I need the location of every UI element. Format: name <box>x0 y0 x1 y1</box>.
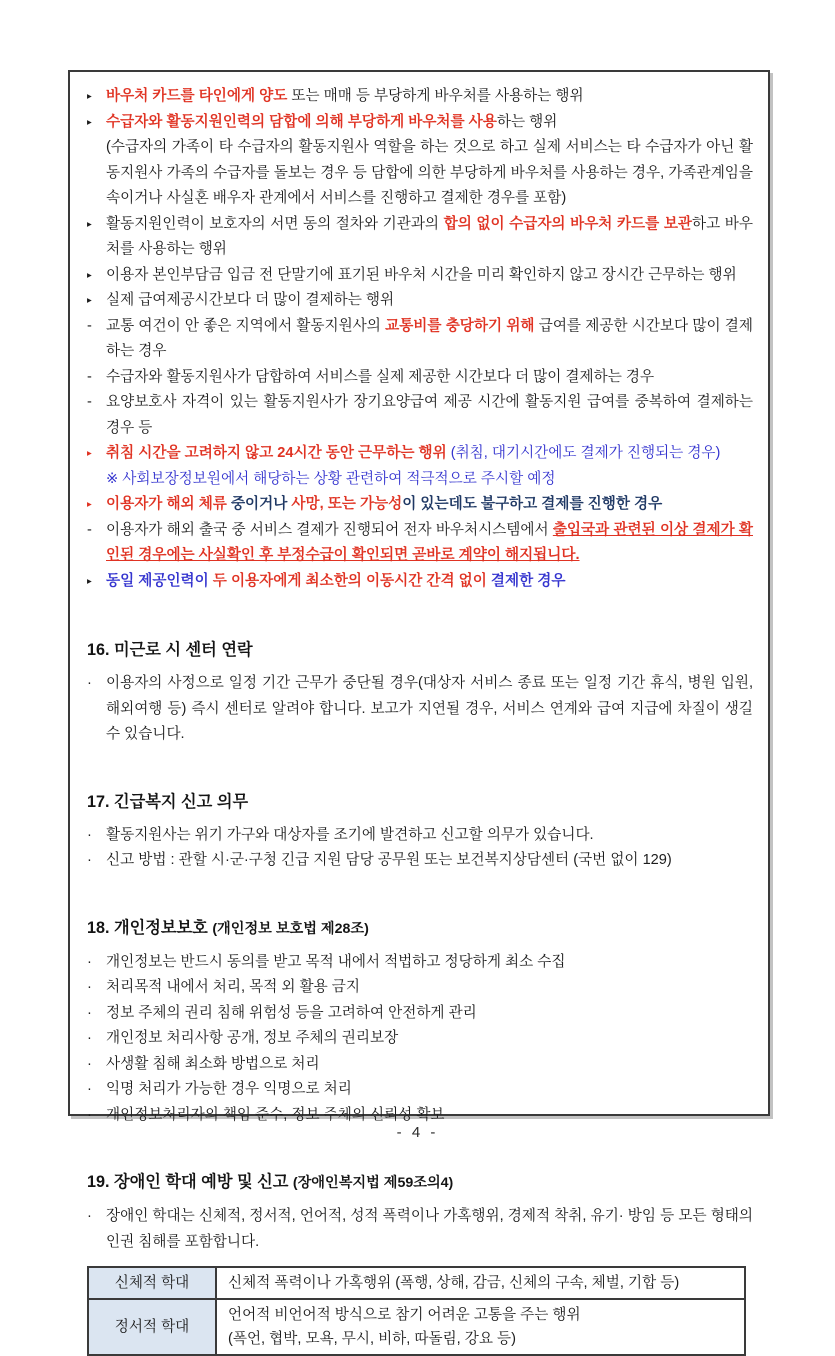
line-text <box>106 569 753 595</box>
abuse-type-cell: 신체적 학대 <box>88 1267 216 1299</box>
document-line <box>87 212 753 263</box>
abuse-type-table <box>87 1266 746 1356</box>
text-segment: 활동지원사는 위기 가구와 대상자를 조기에 발견하고 신고할 의무가 있습니다. <box>106 826 594 843</box>
text-segment: 수급자와 활동지원인력의 담합에 의해 부당하게 바우처를 사용 <box>106 113 497 130</box>
document-line <box>87 823 753 849</box>
text-segment: 개인정보 처리사항 공개, 정보 주체의 권리보장 <box>106 1030 399 1046</box>
text-segment: 실제 급여제공시간보다 더 많이 결제하는 행위 <box>106 292 395 308</box>
text-segment: 19. 장애인 학대 예방 및 신고 <box>87 1173 293 1191</box>
text-segment: 정보 주체의 권리 침해 위험성 등을 고려하여 안전하게 관리 <box>106 1004 477 1021</box>
text-segment: 사망, 또는 가능성 <box>291 496 403 512</box>
text-segment: 교통비를 충당하기 위해 <box>385 317 535 334</box>
line-text <box>106 390 753 441</box>
table-row <box>88 1299 745 1355</box>
text-segment: 또는 매매 등 부당하게 바우처를 사용하는 행위 <box>287 88 584 104</box>
abuse-desc-line: 언어적 비언어적 방식으로 참기 어려운 고통을 주는 행위 <box>228 1307 581 1323</box>
line-text <box>106 1052 753 1078</box>
section-heading <box>87 638 753 662</box>
dot-marker: · <box>87 1081 92 1097</box>
indent-spacer <box>87 135 106 212</box>
document-line <box>87 1077 753 1103</box>
dash-marker: - <box>87 394 92 410</box>
abuse-desc-line: 신체적 폭력이나 가혹행위 (폭행, 상해, 감금, 신체의 구속, 체벌, 기합 등) <box>228 1275 680 1291</box>
dot-marker: · <box>87 852 92 868</box>
dot-marker: · <box>87 1030 92 1046</box>
text-segment: 결제한 경우 <box>486 572 566 589</box>
dot-marker: · <box>87 826 92 843</box>
dot-marker: · <box>87 1106 92 1123</box>
bullet-marker: ▸ <box>87 269 92 281</box>
text-segment: 개인정보는 반드시 동의를 받고 목적 내에서 적법하고 정당하게 최소 수집 <box>106 953 566 970</box>
document-line <box>87 314 753 365</box>
line-text <box>106 975 753 1001</box>
text-segment: 출입국과 관련된 이상 결제가 확인된 경우에는 사실확인 후 부정수급이 확인되면 곧바로 계약이 해지됩니다. <box>106 521 753 563</box>
text-segment: (수급자의 가족이 타 수급자의 활동지원사 역할을 하는 것으로 하고 실제 서비스는 타 수급자가 아닌 활동지원사 가족의 수급자를 돌보는 경우 등 담합에 의한 부당하게 바우처를 사용하는 경우, 가족관계임을 속이거나 사실혼 배우자 관계에서 서비스를 진행하고 결제한 경우를 포함) <box>106 139 753 206</box>
bullet-marker: ▸ <box>87 91 92 102</box>
document-line <box>87 441 753 467</box>
line-text <box>106 288 753 314</box>
text-segment: 이용자의 사정으로 일정 기간 근무가 중단될 경우(대상자 서비스 종료 또는 일정 기간 휴식, 병원 입원, 해외여행 등) 즉시 센터로 알려야 합니다. 보고가 지연될 경우, 서비스 연계와 급여 지급에 차질이 생길 수 있습니다. <box>106 675 753 742</box>
text-segment: 급여를 제공한 시간보다 많이 결제하는 경우 <box>106 317 753 359</box>
document-line <box>87 1052 753 1078</box>
document-line <box>87 84 753 110</box>
abuse-desc-cell <box>216 1299 745 1355</box>
document-line <box>87 467 753 493</box>
line-text <box>106 1204 753 1255</box>
line-text <box>106 314 753 365</box>
document-line <box>87 1001 753 1027</box>
abuse-desc-line: (폭언, 협박, 모욕, 무시, 비하, 따돌림, 강요 등) <box>228 1331 516 1347</box>
text-segment: 이용자가 해외 체류 <box>106 496 227 512</box>
text-segment: 처리목적 내에서 처리, 목적 외 활용 금지 <box>106 979 360 995</box>
text-segment: (개인정보 보호법 제28조) <box>212 920 369 937</box>
line-text <box>106 84 753 110</box>
text-segment: (장애인복지법 제59조의4) <box>292 1175 454 1191</box>
document-line <box>87 569 753 595</box>
bullet-marker: ▸ <box>87 575 92 587</box>
text-segment: 이용자가 해외 출국 중 서비스 결제가 진행되어 전자 바우처시스템에서 <box>106 521 553 538</box>
document-line <box>87 671 753 748</box>
text-segment: ※ 사회보장정보원에서 해당하는 상황 관련하여 적극적으로 주시할 예정 <box>106 470 556 487</box>
line-text <box>106 263 753 289</box>
dot-marker: · <box>87 1004 92 1021</box>
line-text <box>106 1077 753 1103</box>
document-line <box>87 390 753 441</box>
text-segment: 17. 긴급복지 신고 의무 <box>87 792 249 811</box>
line-text <box>106 1001 753 1027</box>
page-number: - 4 - <box>396 1124 439 1141</box>
text-segment: 18. 개인정보보호 <box>87 918 213 937</box>
text-segment: 활동지원인력이 보호자의 서면 동의 절차와 기관과의 <box>106 215 444 232</box>
dot-marker: · <box>87 1055 92 1072</box>
dot-marker: · <box>87 675 92 691</box>
text-segment: 하는 행위 <box>496 113 558 130</box>
bullet-marker: ▸ <box>87 218 92 230</box>
text-segment: 바우처 카드를 타인에게 양도 <box>106 88 288 104</box>
line-text <box>106 467 753 493</box>
text-segment: 교통 여건이 안 좋은 지역에서 활동지원사의 <box>106 317 386 334</box>
line-text <box>106 441 753 467</box>
bullet-marker: ▸ <box>87 448 92 459</box>
abuse-type-cell: 정서적 학대 <box>88 1299 216 1355</box>
dash-marker: - <box>87 521 92 538</box>
text-segment: 이용자 본인부담금 입금 전 단말기에 표기된 바우처 시간을 미리 확인하지 않고 장시간 근무하는 행위 <box>106 266 737 283</box>
document-line <box>87 1204 753 1255</box>
bullet-marker: ▸ <box>87 116 92 128</box>
line-text <box>106 1026 753 1052</box>
document-line <box>87 288 753 314</box>
text-segment: 중이거나 <box>226 496 292 512</box>
indent-spacer <box>87 467 106 493</box>
line-text <box>106 823 753 849</box>
text-segment: 취침 시간을 고려하지 않고 24시간 동안 근무하는 행위 <box>106 445 447 461</box>
document-line <box>87 950 753 976</box>
line-text <box>106 110 753 136</box>
text-segment: 수급자와 활동지원사가 담합하여 서비스를 실제 제공한 시간보다 더 많이 결제하는 경우 <box>106 368 655 385</box>
document-content-box <box>68 70 770 1347</box>
section-heading <box>87 916 753 941</box>
document-line <box>87 1026 753 1052</box>
dot-marker: · <box>87 953 92 970</box>
bullet-marker: ▸ <box>87 295 92 306</box>
document-line <box>87 365 753 391</box>
document-line <box>87 518 753 569</box>
text-segment: 동일 제공인력이 <box>106 572 209 589</box>
dash-marker: - <box>87 368 92 385</box>
document-line <box>87 263 753 289</box>
document-line <box>87 975 753 1001</box>
text-segment: 익명 처리가 가능한 경우 익명으로 처리 <box>106 1081 352 1097</box>
line-text <box>106 848 753 874</box>
dot-marker: · <box>87 979 92 995</box>
document-line <box>87 135 753 212</box>
text-segment: 하고 바우처를 사용하는 행위 <box>106 215 753 257</box>
text-segment: 개인정보처리자의 책임 준수, 정보 주체의 신뢰성 확보 <box>106 1106 445 1123</box>
text-segment: 신고 방법 : 관할 시·군·구청 긴급 지원 담당 공무원 또는 보건복지상담센터 (국번 없이 129) <box>106 852 672 868</box>
table-row <box>88 1267 745 1299</box>
line-text <box>106 492 753 518</box>
text-segment: 두 이용자에게 최소한의 이동시간 간격 없이 <box>208 572 487 589</box>
line-text <box>106 671 753 748</box>
section-heading <box>87 1170 753 1195</box>
dot-marker: · <box>87 1208 92 1224</box>
bullet-marker: ▸ <box>87 499 92 510</box>
line-text <box>106 212 753 263</box>
section-heading <box>87 790 753 814</box>
abuse-desc-cell <box>216 1267 745 1299</box>
line-text <box>106 518 753 569</box>
dash-marker: - <box>87 317 92 334</box>
line-text <box>106 365 753 391</box>
line-text <box>106 950 753 976</box>
text-segment: 합의 없이 수급자의 바우처 카드를 보관 <box>443 215 693 232</box>
text-segment: (취침, 대기시간에도 결제가 진행되는 경우) <box>446 445 721 461</box>
line-text <box>106 135 753 212</box>
text-segment: 이 있는데도 불구하고 결제를 진행한 경우 <box>402 496 663 512</box>
text-segment: 장애인 학대는 신체적, 정서적, 언어적, 성적 폭력이나 가혹행위, 경제적 착취, 유기· 방임 등 모든 형태의 인권 침해를 포함합니다. <box>106 1208 753 1250</box>
text-segment: 사생활 침해 최소화 방법으로 처리 <box>106 1055 320 1072</box>
document-line <box>87 492 753 518</box>
text-segment: 16. 미근로 시 센터 연락 <box>87 641 253 659</box>
document-line <box>87 110 753 136</box>
document-line <box>87 848 753 874</box>
text-segment: 요양보호사 자격이 있는 활동지원사가 장기요양급여 제공 시간에 활동지원 급여를 중복하여 결제하는 경우 등 <box>106 394 753 436</box>
